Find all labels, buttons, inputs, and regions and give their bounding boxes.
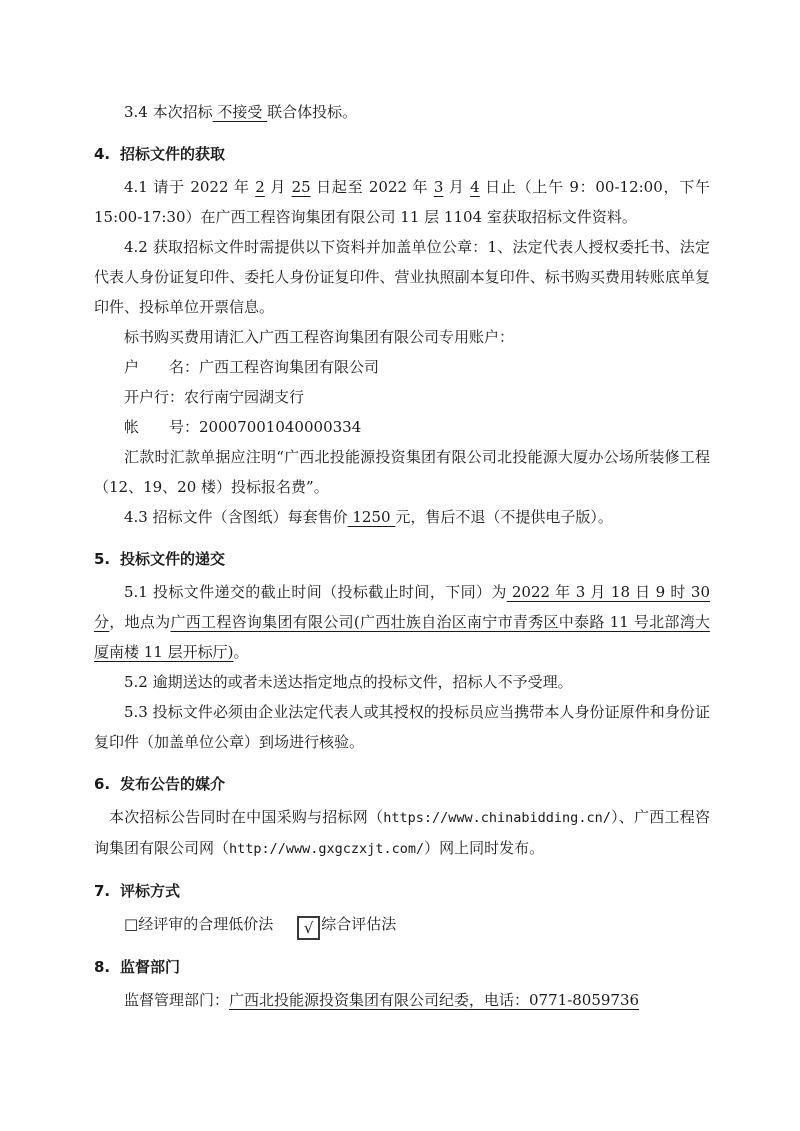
bank-branch-line [94,382,710,412]
clause-5-1-location-value: 广西工程咨询集团有限公司(广西壮族自治区南宁市青秀区中泰路 11 号北部湾大厦南楼 11 层开标厅) [94,613,710,661]
clause-4-1-month-start: 2 [255,178,265,196]
fee-remit-intro [94,322,710,352]
account-number-text: 帐 号：20007001040000334 [124,418,362,436]
section-4-number: 4. [94,145,111,163]
clause-4-2-text: 4.2 获取招标文件时需提供以下资料并加盖单位公章：1、法定代表人授权委托书、法定代表人身份证复印件、委托人身份证复印件、营业执照副本复印件、标书购买费用转账底单复印件、投标单位开票信息。 [94,238,710,316]
section-7-number: 7. [94,882,111,900]
announcement-text-tail: ）网上同时发布。 [424,839,545,857]
clause-4-1-text: 月 [264,178,292,196]
clause-5-1-text-tail: 。 [233,643,249,661]
clause-4-1-text: 4.1 请于 2022 年 [124,178,256,196]
fee-remit-intro-text: 标书购买费用请汇入广西工程咨询集团有限公司专用账户： [124,328,515,346]
section-6-number: 6. [94,775,111,793]
clause-4-2 [94,232,710,322]
remittance-note-text: 汇款时汇款单据应注明“广西北投能源投资集团有限公司北投能源大厦办公场所装修工程（12、19、20 楼）投标报名费”。 [94,448,710,496]
supervision-contact-value: 广西北投能源投资集团有限公司纪委，电话：0771-8059736 [229,991,640,1009]
account-name-line [94,352,710,382]
supervision-label: 监督管理部门： [124,991,230,1009]
clause-3-4-text-tail: 联合体投标。 [267,103,358,121]
bank-branch-text: 开户行：农行南宁园湖支行 [124,388,305,406]
clause-5-2 [94,667,710,697]
clause-4-3 [94,502,710,532]
clause-5-1-text: 5.1 投标文件递交的截止时间（投标截止时间，下同）为 [124,583,507,601]
clause-4-3-text-tail: 元，售后不退（不提供电子版）。 [395,508,613,526]
section-5-heading [94,544,710,574]
section-5-number: 5. [94,550,111,568]
clause-5-3 [94,697,710,757]
supervision-line [94,985,710,1015]
gxgczxjt-url: http://www.gxgczxjt.com/ [229,841,425,857]
clause-4-1-day-start: 25 [291,178,311,196]
clause-4-1-text: 日起至 2022 年 [310,178,434,196]
clause-5-1-text: ，地点为 [109,613,171,631]
clause-4-1-text-tail: 日止（上午 9：00-12:00，下午 15:00-17:30）在广西工程咨询集团有限公司 11 层 1104 室获取招标文件资料。 [94,178,710,226]
evaluation-method-row [94,909,710,940]
account-number-line [94,412,710,442]
clause-4-1-text: 月 [443,178,471,196]
clause-4-1-day-end: 4 [470,178,480,196]
low-price-method-label: 经评审的合理低价法 [138,915,274,933]
clause-5-2-text: 5.2 逾期送达的或者未送达指定地点的投标文件，招标人不予受理。 [124,673,573,691]
section-8-title: 监督部门 [120,958,181,976]
clause-4-1 [94,172,710,232]
announcement-text: 本次招标公告同时在中国采购与招标网（ [109,808,384,826]
remittance-note [94,442,710,502]
section-8-number: 8. [94,958,111,976]
clause-3-4 [94,97,710,127]
low-price-checkbox-icon: □ [124,915,139,933]
clause-4-1-month-end: 3 [433,178,444,196]
comprehensive-checkbox-icon-checked: √ [297,916,320,940]
section-6-heading [94,769,710,799]
announcement-media-paragraph [94,802,710,864]
clause-4-3-price-value: 1250 [347,508,396,526]
chinabidding-url: https://www.chinabidding.cn/ [383,810,611,826]
section-4-title: 招标文件的获取 [120,145,226,163]
clause-5-3-text: 5.3 投标文件必须由企业法定代表人或其授权的投标员应当携带本人身份证原件和身份证复印件（加盖单位公章）到场进行核验。 [94,703,710,751]
clause-4-3-text: 4.3 招标文件（含图纸）每套售价 [124,508,348,526]
section-8-heading [94,952,710,982]
section-7-heading [94,876,710,906]
section-4-heading [94,139,710,169]
account-name-text: 户 名：广西工程咨询集团有限公司 [124,358,380,376]
section-6-title: 发布公告的媒介 [120,775,226,793]
clause-3-4-text: 3.4 本次招标 [124,103,213,121]
clause-5-1 [94,577,710,667]
comprehensive-method-label: 综合评估法 [321,915,397,933]
announcement-text: ）、广西工程咨询集团有限公司网（ [94,808,710,857]
section-5-title: 投标文件的递交 [120,550,226,568]
clause-5-1-deadline-value: 2022 年 3 月 18 日 9 时 30 分 [94,583,710,631]
section-7-title: 评标方式 [120,882,181,900]
clause-3-4-underlined-value: 不接受 [212,103,268,121]
